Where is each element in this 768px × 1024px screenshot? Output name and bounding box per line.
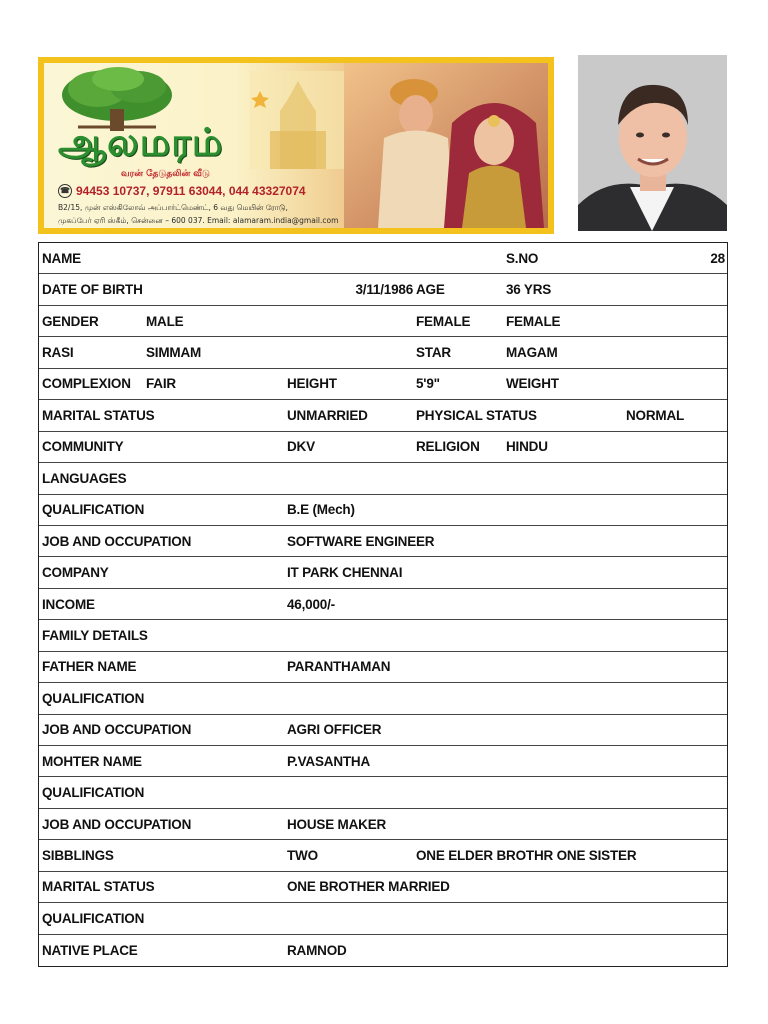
profile-photo — [578, 55, 727, 231]
value-rasi: SIMMAM — [146, 345, 202, 361]
table-row — [39, 495, 727, 526]
label-sno: S.NO — [506, 250, 539, 266]
label-father-qualification: QUALIFICATION — [42, 690, 145, 706]
banner-inner — [44, 63, 548, 228]
value-father-job: AGRI OFFICER — [287, 722, 382, 738]
table-row — [39, 526, 727, 557]
label-sibling-qualification: QUALIFICATION — [42, 910, 145, 926]
table-row — [39, 463, 727, 494]
value-father-name: PARANTHAMAN — [287, 659, 391, 675]
label-mother-qualification: QUALIFICATION — [42, 785, 145, 801]
table-row — [39, 306, 727, 337]
table-row — [39, 903, 727, 934]
brand-tagline: வரன் தேடுதலின் வீடு — [121, 169, 210, 179]
value-sibling-marital-status: ONE BROTHER MARRIED — [287, 879, 450, 895]
value-qualification: B.E (Mech) — [287, 502, 355, 518]
phone-row — [58, 184, 306, 198]
label-father-job: JOB AND OCCUPATION — [42, 722, 192, 738]
value-gender: MALE — [146, 313, 184, 329]
label-gender: GENDER — [42, 313, 99, 329]
table-row — [39, 274, 727, 305]
biodata-table — [38, 242, 728, 967]
table-row — [39, 369, 727, 400]
label-sibling-marital-status: MARITAL STATUS — [42, 879, 155, 895]
label-physical-status: PHYSICAL STATUS — [416, 407, 537, 423]
label-family-details: FAMILY DETAILS — [42, 627, 148, 643]
value-mother-job: HOUSE MAKER — [287, 816, 387, 832]
label-company: COMPANY — [42, 565, 109, 581]
value-mother-name: P.VASANTHA — [287, 753, 371, 769]
temple-graphic — [250, 71, 346, 169]
label-father-name: FATHER NAME — [42, 659, 137, 675]
label-marital-status: MARITAL STATUS — [42, 407, 155, 423]
label-community: COMMUNITY — [42, 439, 124, 455]
label-native-place: NATIVE PLACE — [42, 942, 138, 958]
label-rasi: RASI — [42, 345, 74, 361]
label-female: FEMALE — [416, 313, 471, 329]
address-line-2: முகப்பேர் ஏரி ஸ்கீம், சென்னை – 600 037. Email: alamaram.india@gmail.com — [58, 216, 339, 225]
value-income: 46,000/- — [287, 596, 335, 612]
label-job-occupation: JOB AND OCCUPATION — [42, 533, 192, 549]
address-line-1: B2/15, முன் எஸ்கிலோவ் அப்பார்ட்மெண்ட், 6 வது மெயின் ரோடு, — [58, 203, 288, 212]
table-row — [39, 557, 727, 588]
table-row — [39, 620, 727, 651]
value-star: MAGAM — [506, 345, 558, 361]
label-siblings: SIBBLINGS — [42, 848, 114, 864]
value-physical-status: NORMAL — [626, 407, 685, 423]
label-mother-job: JOB AND OCCUPATION — [42, 816, 192, 832]
table-row — [39, 243, 727, 274]
phone-icon: ☎ — [58, 184, 72, 198]
table-row — [39, 715, 727, 746]
table-row — [39, 400, 727, 431]
label-religion: RELIGION — [416, 439, 480, 455]
table-row — [39, 746, 727, 777]
table-row — [39, 589, 727, 620]
value-company: IT PARK CHENNAI — [287, 565, 403, 581]
label-languages: LANGUAGES — [42, 470, 127, 486]
value-siblings-detail: ONE ELDER BROTHR ONE SISTER — [416, 848, 637, 864]
table-row — [39, 777, 727, 808]
label-weight: WEIGHT — [506, 376, 559, 392]
label-mother-name: MOHTER NAME — [42, 753, 142, 769]
value-native-place: RAMNOD — [287, 942, 347, 958]
brand-name: ஆலமரம் — [58, 119, 224, 164]
table-row — [39, 337, 727, 368]
phone-numbers: 94453 10737, 97911 63044, 044 43327074 — [76, 184, 306, 198]
value-community: DKV — [287, 439, 315, 455]
label-complexion: COMPLEXION — [42, 376, 131, 392]
label-star: STAR — [416, 345, 451, 361]
table-row — [39, 872, 727, 903]
label-date-of-birth: DATE OF BIRTH — [42, 282, 143, 298]
value-job-occupation: SOFTWARE ENGINEER — [287, 533, 435, 549]
table-row — [39, 683, 727, 714]
value-religion: HINDU — [506, 439, 548, 455]
table-row — [39, 809, 727, 840]
label-age: AGE — [416, 282, 445, 298]
table-row — [39, 432, 727, 463]
value-date-of-birth: 3/11/1986 — [355, 282, 413, 298]
label-name: NAME — [42, 250, 81, 266]
value-marital-status: UNMARRIED — [287, 407, 368, 423]
table-row — [39, 935, 727, 966]
label-height: HEIGHT — [287, 376, 337, 392]
label-qualification: QUALIFICATION — [42, 502, 145, 518]
label-income: INCOME — [42, 596, 95, 612]
table-row — [39, 840, 727, 871]
table-row — [39, 652, 727, 683]
couple-photo — [344, 63, 548, 228]
value-female: FEMALE — [506, 313, 561, 329]
value-height: 5'9" — [416, 376, 440, 392]
value-sno: 28 — [710, 250, 725, 266]
value-age: 36 YRS — [506, 282, 552, 298]
value-complexion: FAIR — [146, 376, 176, 392]
brand-banner — [38, 57, 554, 234]
value-siblings-count: TWO — [287, 848, 318, 864]
